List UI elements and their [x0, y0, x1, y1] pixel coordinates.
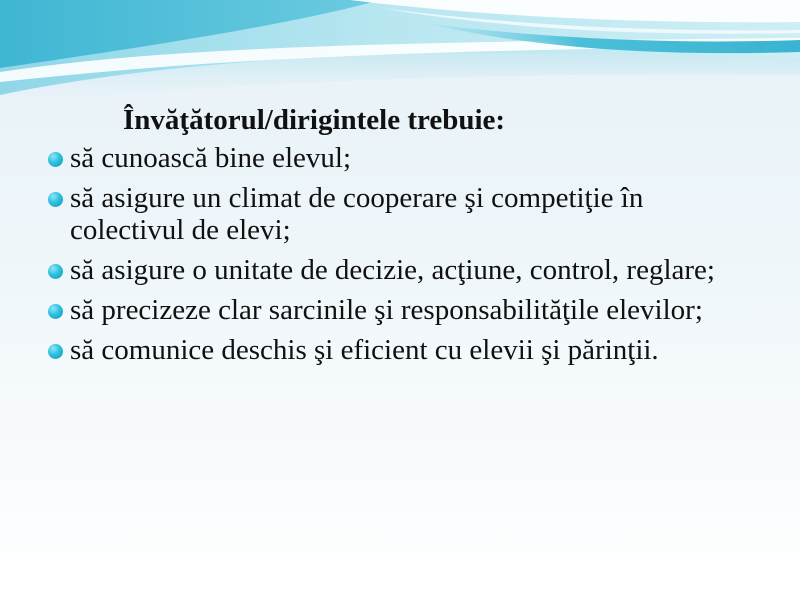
bullet-icon	[48, 344, 63, 359]
bullet-text: să cunoască bine elevul;	[70, 142, 352, 174]
list-item	[70, 142, 735, 174]
list-item	[70, 182, 735, 246]
bullet-icon	[48, 304, 63, 319]
slide-title: Învăţătorul/dirigintele trebuie:	[123, 104, 506, 136]
list-item	[70, 334, 735, 366]
bullet-text: să asigure un climat de cooperare şi competiţie în colectivul de elevi;	[70, 182, 644, 246]
list-item	[70, 254, 735, 286]
bullet-text: să comunice deschis şi eficient cu elevii şi părinţii.	[70, 334, 659, 366]
bullet-icon	[48, 264, 63, 279]
bullet-text: să asigure o unitate de decizie, acţiune, control, reglare;	[70, 254, 715, 286]
bullet-list	[70, 142, 735, 374]
list-item	[70, 294, 735, 326]
header-wave	[0, 0, 800, 110]
bullet-icon	[48, 192, 63, 207]
bullet-icon	[48, 152, 63, 167]
bullet-text: să precizeze clar sarcinile şi responsabilităţile elevilor;	[70, 294, 703, 326]
